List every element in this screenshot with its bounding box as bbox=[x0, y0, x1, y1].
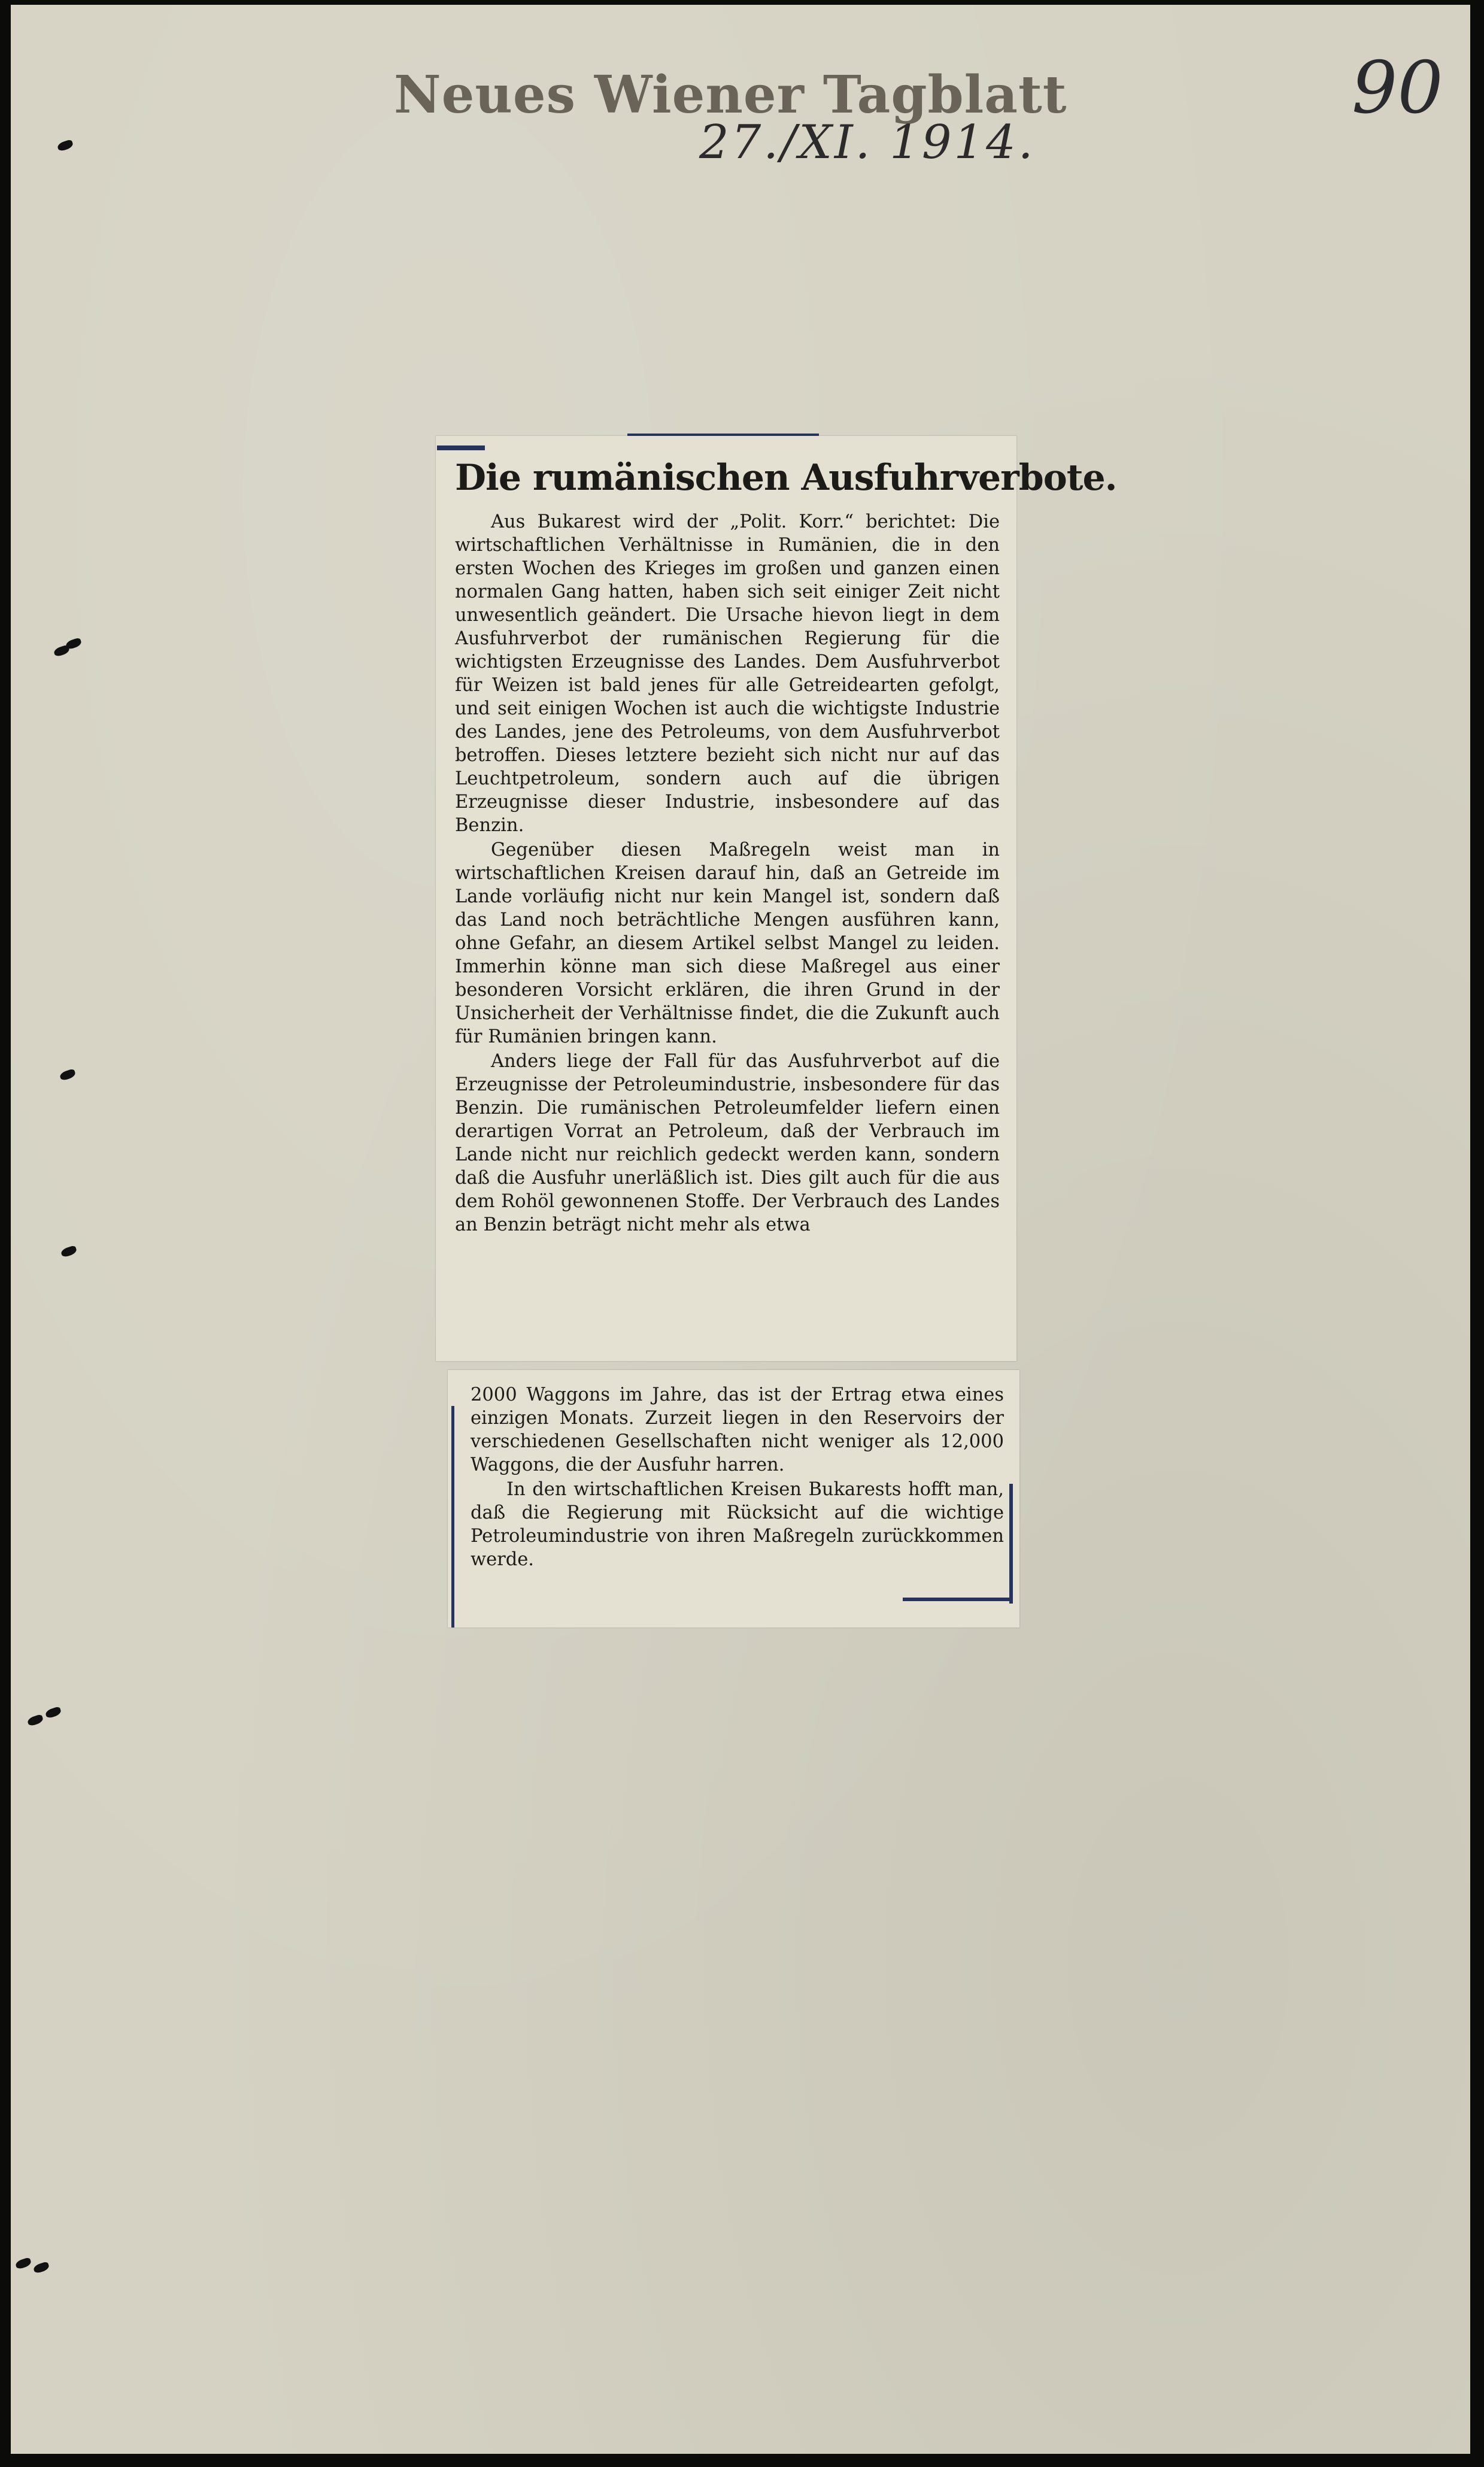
pencil-mark bbox=[627, 434, 819, 436]
handwritten-date: 27./XI. 1914. bbox=[699, 116, 1036, 169]
pencil-mark bbox=[1009, 1484, 1013, 1604]
pencil-mark bbox=[437, 445, 485, 450]
article-paragraph: In den wirtschaftlichen Kreisen Bukarests hofft man, daß die Regierung mit Rücksicht auf die wichtige Petroleumindustrie von ihren Maßregeln zurückkommen werde. bbox=[471, 1479, 1004, 1570]
article-paragraph: Gegenüber diesen Maßregeln weist man in wirtschaftlichen Kreisen darauf hin, daß an Getreide im Lande vorläufig nicht nur kein Mangel ist, sondern daß das Land noch beträchtliche Mengen ausführen kann, ohne Gefahr, an diesem Artikel selbst Mangel zu leiden. Immerhin könne man sich diese Maßregel aus einer besonderen Vorsicht erklären, die ihren Grund in der Unsicherheit der Verhältnisse findet, die die Zukunft auch für Rumänien bringen kann. bbox=[455, 839, 1000, 1047]
newspaper-name-stamp: Neues Wiener Tagblatt bbox=[394, 65, 1067, 125]
archive-sheet bbox=[11, 5, 1470, 2454]
pencil-mark bbox=[451, 1406, 454, 1628]
newspaper-clipping-part-2 bbox=[448, 1370, 1019, 1628]
folio-number: 90 bbox=[1352, 47, 1443, 130]
article-paragraph: Aus Bukarest wird der „Polit. Korr.“ berichtet: Die wirtschaftlichen Verhältnisse in Rumänien, die in den ersten Wochen des Krieges im großen und ganzen einen normalen Gang hatten, haben sich seit einiger Zeit nicht unwesentlich geändert. Die Ursache hievon liegt in dem Ausfuhrverbot der rumänischen Regierung für die wichtigsten Erzeugnisse des Landes. Dem Ausfuhrverbot für Weizen ist bald jenes für alle Getreidearten gefolgt, und seit einigen Wochen ist auch die wichtigste Industrie des Landes, jene des Petroleums, von dem Ausfuhrverbot betroffen. Dieses letztere bezieht sich nicht nur auf das Leuchtpetroleum, sondern auch auf die übrigen Erzeugnisse dieser Industrie, insbesondere auf das Benzin. bbox=[455, 511, 1000, 836]
article-paragraph: 2000 Waggons im Jahre, das ist der Ertrag etwa eines einzigen Monats. Zurzeit liegen in den Reservoirs der verschiedenen Gesellschaften nicht weniger als 12,000 Waggons, die der Ausfuhr harren. bbox=[471, 1384, 1004, 1475]
article-paragraph: Anders liege der Fall für das Ausfuhrverbot auf die Erzeugnisse der Petroleumindustrie, insbesondere für das Benzin. Die rumänischen Petroleumfelder liefern einen derartigen Vorrat an Petroleum, daß der Verbrauch im Lande nicht nur reichlich gedeckt werden kann, sondern daß die Ausfuhr unerläßlich ist. Dies gilt auch für die aus dem Rohöl gewonnenen Stoffe. Der Verbrauch des Landes an Benzin beträgt nicht mehr als etwa bbox=[455, 1051, 1000, 1235]
article-headline: Die rumänischen Ausfuhrverbote. bbox=[455, 457, 1117, 499]
newspaper-clipping-part-1 bbox=[436, 436, 1117, 1361]
pencil-mark bbox=[903, 1598, 1010, 1601]
